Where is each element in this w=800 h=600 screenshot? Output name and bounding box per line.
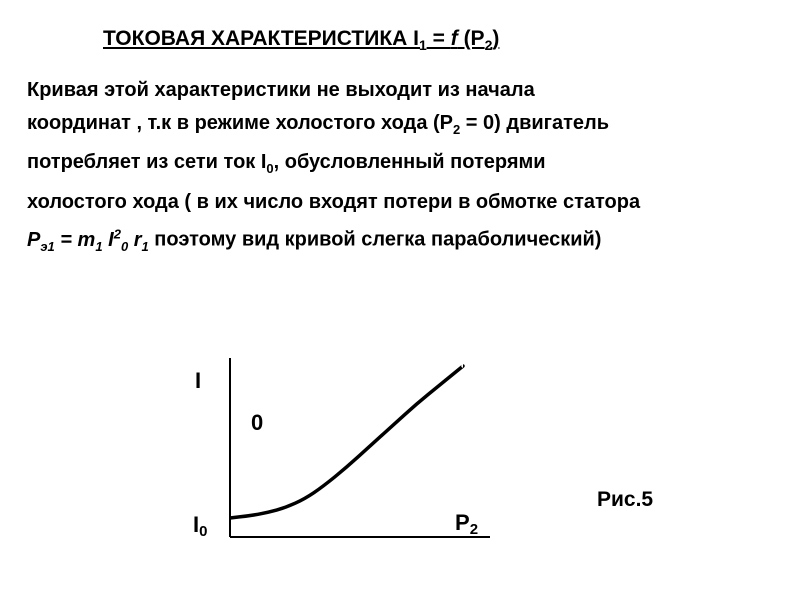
paragraph-line-5: $P_{э1} = m_1$ $I^2_0$ $r_1$ поэтому вид кривой слегка параболический) [27, 226, 602, 254]
annotation-zero: 0 [251, 410, 264, 435]
y-axis-label: I [195, 368, 202, 393]
slide-title: ТОКОВАЯ ХАРАКТЕРИСТИКА $I_1 = f$ $(P_2)$ [103, 27, 500, 54]
loss-formula: $P_{э1} = m_1$ $I^2_0$ $r_1$ [27, 226, 149, 254]
paragraph-line-4: холостого хода ( в их число входят потери в обмотке статора [27, 190, 641, 213]
y-tick-label: I0 [193, 512, 208, 540]
paragraph-line-1: Кривая этой характеристики не выходит из начала [27, 79, 535, 101]
figure-caption: Рис.5 [597, 488, 654, 511]
x-axis-label: P2 [455, 510, 479, 538]
series-line [230, 366, 463, 518]
paragraph-line-2: координат , т.к в режиме холостого хода $(Р_2 = 0)$ двигатель [27, 111, 610, 137]
paragraph-line-3: потребляет из сети ток $I_0$, обусловленный потерями [27, 151, 546, 176]
